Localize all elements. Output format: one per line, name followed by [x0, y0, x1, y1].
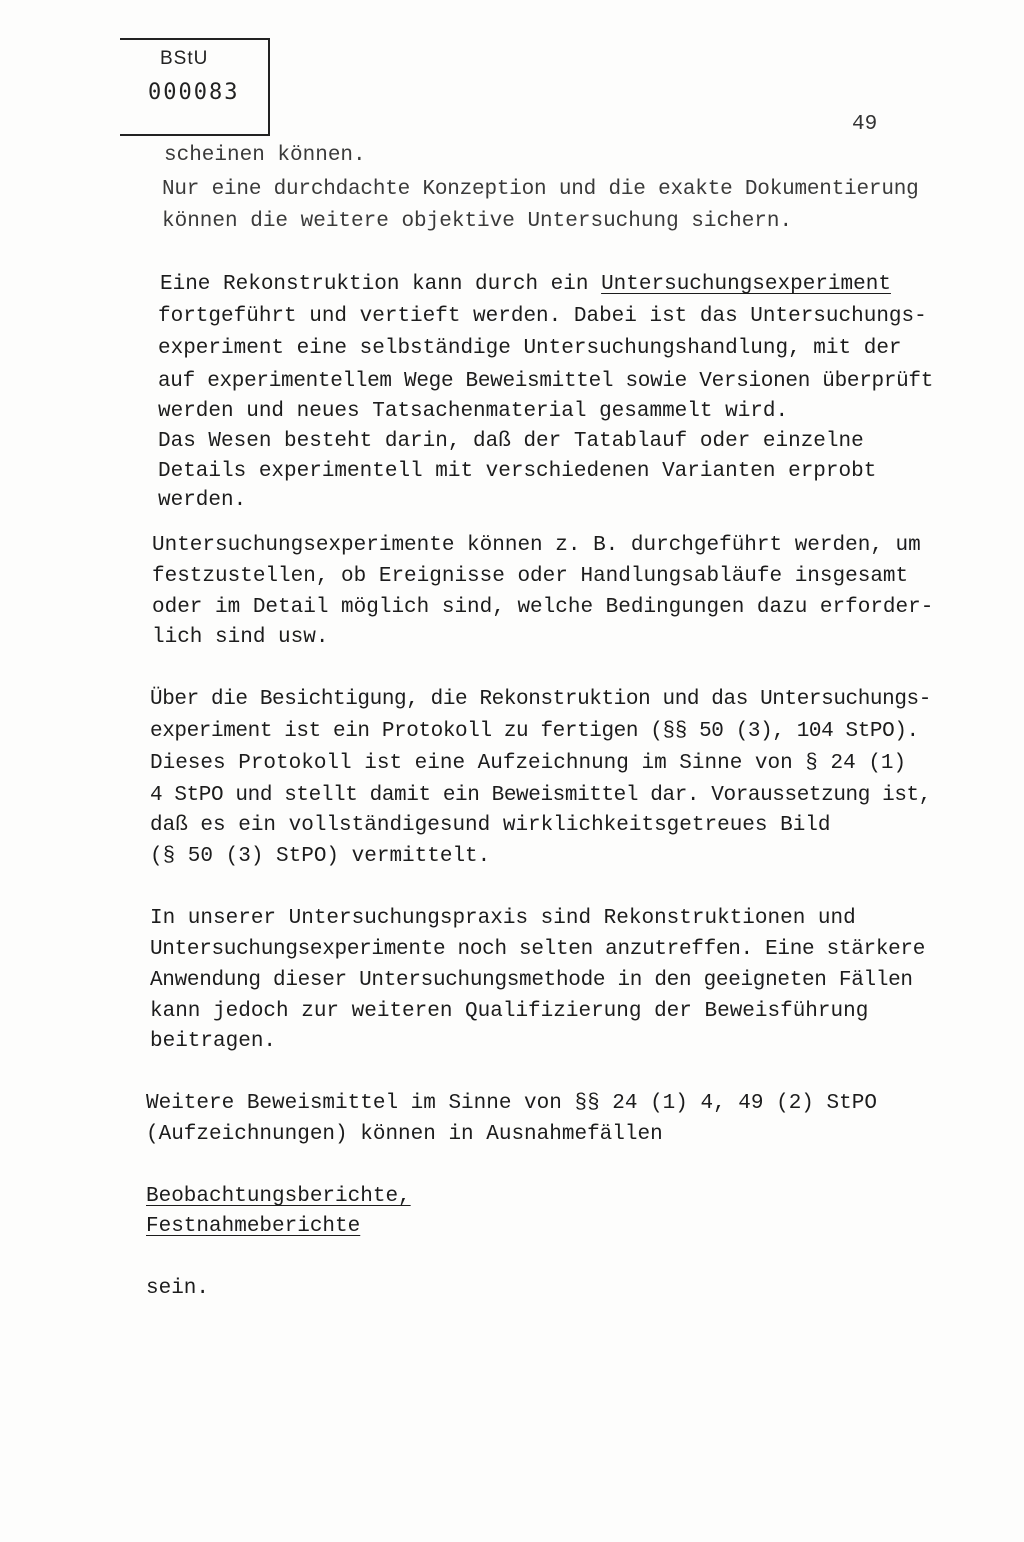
text-line: In unserer Untersuchungspraxis sind Rekonstruktionen und — [150, 907, 856, 930]
text-line: Anwendung dieser Untersuchungsmethode in den geeigneten Fällen — [150, 969, 913, 992]
underlined-list-item: Festnahmeberichte — [146, 1215, 361, 1238]
text-line: experiment ist ein Protokoll zu fertigen (§§ 50 (3), 104 StPO). — [150, 720, 919, 743]
text-line: scheinen können. — [164, 144, 366, 167]
archive-stamp — [120, 38, 270, 136]
text-line: Nur eine durchdachte Konzeption und die exakte Dokumentierung — [162, 178, 919, 201]
text-line: oder im Detail möglich sind, welche Bedingungen dazu erforder- — [152, 596, 934, 619]
text-line: fortgeführt und vertieft werden. Dabei ist das Untersuchungs- — [158, 305, 927, 328]
stamp-number: 000083 — [148, 80, 240, 105]
underlined-list-item: Beobachtungsberichte, — [146, 1185, 411, 1208]
text-line: beitragen. — [150, 1030, 277, 1053]
text-line: experiment eine selbständige Untersuchungshandlung, mit der — [158, 337, 902, 360]
text-line: (Aufzeichnungen) können in Ausnahmefällen — [146, 1123, 663, 1146]
text-line: werden und neues Tatsachenmaterial gesammelt wird. — [158, 400, 789, 423]
text-line: Details experimentell mit verschiedenen Varianten erprobt — [158, 460, 877, 483]
text-line: 4 StPO und stellt damit ein Beweismittel dar. Voraussetzung ist, — [150, 784, 931, 807]
text-line: (§ 50 (3) StPO) vermittelt. — [150, 845, 491, 868]
text-line: sein. — [146, 1277, 210, 1300]
page-number: 49 — [852, 113, 878, 136]
text-line: Untersuchungsexperimente noch selten anzutreffen. Eine stärkere — [150, 938, 926, 961]
underlined-term: Untersuchungsexperiment — [601, 273, 891, 296]
text-line: auf experimentellem Wege Beweismittel sowie Versionen überprüft — [158, 370, 934, 393]
text-line: können die weitere objektive Untersuchung sichern. — [162, 210, 793, 233]
stamp-label: BStU — [160, 48, 209, 69]
text-line: Weitere Beweismittel im Sinne von §§ 24 (1) 4, 49 (2) StPO — [146, 1092, 877, 1115]
text-line: Dieses Protokoll ist eine Aufzeichnung im Sinne von § 24 (1) — [150, 752, 907, 775]
text-line: daß es ein vollständigesund wirklichkeitsgetreues Bild — [150, 814, 831, 837]
text-line: Untersuchungsexperimente können z. B. durchgeführt werden, um — [152, 534, 921, 557]
text-line: festzustellen, ob Ereignisse oder Handlungsabläufe insgesamt — [152, 565, 909, 588]
text-line: Über die Besichtigung, die Rekonstruktion und das Untersuchungs- — [150, 688, 931, 711]
text-line: werden. — [158, 489, 247, 512]
text-segment: Eine Rekonstruktion kann durch ein — [160, 273, 602, 296]
text-line — [160, 271, 891, 299]
text-line: Das Wesen besteht darin, daß der Tatablauf oder einzelne — [158, 430, 864, 453]
text-line: lich sind usw. — [152, 626, 329, 649]
text-line: kann jedoch zur weiteren Qualifizierung der Beweisführung — [150, 1000, 869, 1023]
